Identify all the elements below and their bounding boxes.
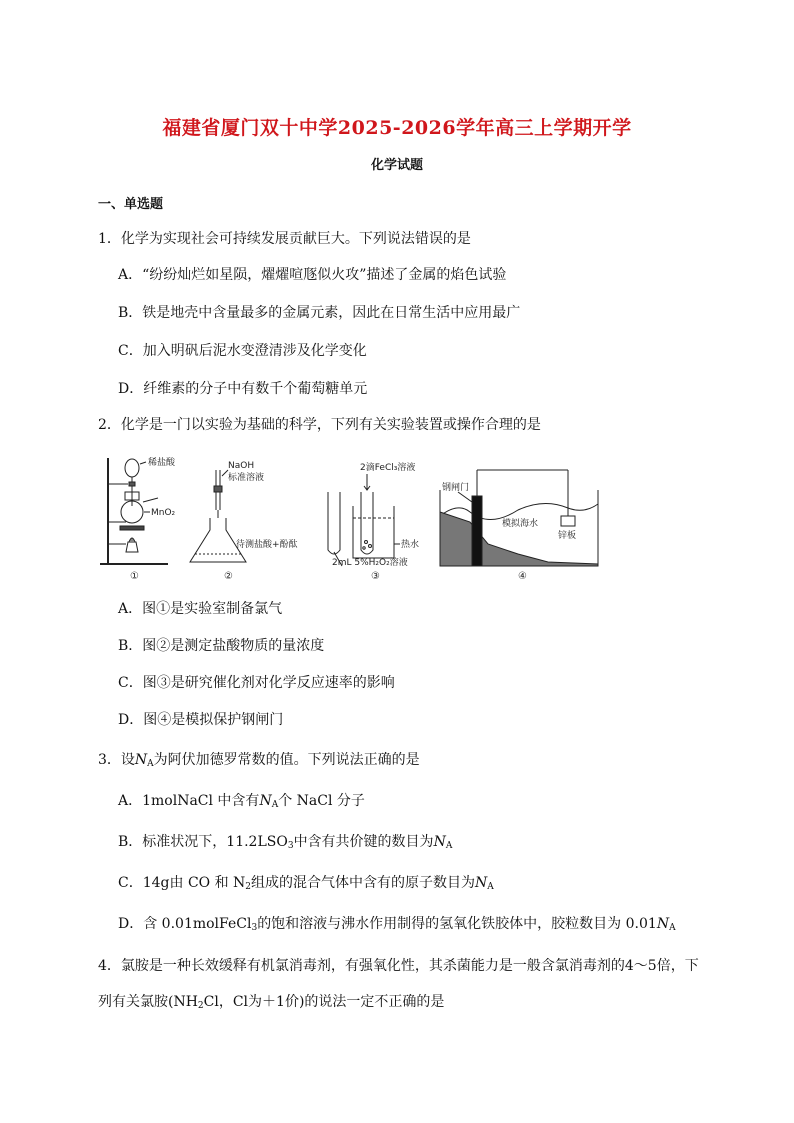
q3-b-prefix: B．标准状况下，11.2LSO xyxy=(118,834,288,850)
q3-a-suffix: 个 NaCl 分子 xyxy=(278,793,365,809)
label-fecl3: 2滴FeCl₃溶液 xyxy=(360,463,416,473)
q3-d-suffix: 的饱和溶液与沸水作用制得的氢氧化铁胶体中，胶粒数目为 0.01 xyxy=(257,916,657,932)
section-heading: 一、单选题 xyxy=(98,197,164,212)
q3-b-subscript: 3 xyxy=(287,841,294,851)
q2-option-c: C．图③是研究催化剂对化学反应速率的影响 xyxy=(118,675,395,691)
q1-option-c: C．加入明矾后泥水变澄清涉及化学变化 xyxy=(118,343,367,359)
q4-stem-line-2 xyxy=(98,991,444,1011)
avogadro-symbol xyxy=(475,875,494,891)
figure-number-3: ③ xyxy=(371,571,380,582)
na-letter: N xyxy=(433,834,446,850)
q2-apparatus-figure xyxy=(98,446,608,586)
q4-line2-prefix: 列有关氯胺(NH xyxy=(98,994,198,1010)
label-standard-solution: 标准溶液 xyxy=(228,473,265,483)
q3-a-prefix: A．1molNaCl 中含有 xyxy=(118,793,260,809)
q3-d-subscript: 3 xyxy=(251,923,258,933)
avogadro-symbol xyxy=(259,793,278,809)
q2-option-d: D．图④是模拟保护钢闸门 xyxy=(118,712,284,728)
q2-option-b: B．图②是测定盐酸物质的量浓度 xyxy=(118,638,325,654)
label-flask-content: 待测盐酸+酚酞 xyxy=(236,540,298,550)
label-hot-water: 热水 xyxy=(401,540,420,550)
label-dilute-hcl: 稀盐酸 xyxy=(148,458,176,468)
na-letter: N xyxy=(134,752,148,768)
na-letter: N xyxy=(475,875,488,891)
q3-stem xyxy=(98,749,420,769)
q3-c-suffix: 组成的混合气体中含有的原子数目为 xyxy=(251,875,476,891)
q4-stem-line-1: 4．氯胺是一种长效缓释有机氯消毒剂，有强氧化性，其杀菌能力是一般含氯消毒剂的4～5倍，下 xyxy=(98,958,699,974)
apparatus-3-diagram xyxy=(328,474,400,566)
q1-option-a: A．“纷纷灿烂如星陨，燿燿喧豗似火攻”描述了金属的焰色试验 xyxy=(118,267,507,283)
q1-option-b: B．铁是地壳中含量最多的金属元素，因此在日常生活中应用最广 xyxy=(118,305,521,321)
q3-d-prefix: D．含 0.01molFeCl xyxy=(118,916,252,932)
q3-option-a xyxy=(118,790,365,810)
figure-number-4: ④ xyxy=(518,571,527,582)
label-simulated-seawater: 模拟海水 xyxy=(502,519,539,529)
q3-c-subscript: 2 xyxy=(245,882,252,892)
label-zinc-plate: 锌板 xyxy=(558,531,577,541)
q1-stem: 1．化学为实现社会可持续发展贡献巨大。下列说法错误的是 xyxy=(98,231,471,247)
na-subscript: A xyxy=(147,759,154,769)
avogadro-symbol xyxy=(657,916,676,932)
q1-option-d: D．纤维素的分子中有数千个葡萄糖单元 xyxy=(118,381,368,397)
na-subscript: A xyxy=(445,841,453,851)
na-letter: N xyxy=(259,793,272,809)
na-letter: N xyxy=(656,916,670,932)
q4-line2-subscript: 2 xyxy=(197,1001,204,1011)
avogadro-symbol xyxy=(434,834,453,850)
label-naoh: NaOH xyxy=(228,461,255,471)
exam-subtitle: 化学试题 xyxy=(370,158,423,173)
exam-title: 福建省厦门双十中学2025-2026学年高三上学期开学 xyxy=(162,117,632,139)
figure-number-1: ① xyxy=(130,571,139,582)
na-subscript: A xyxy=(271,800,279,810)
q3-c-prefix: C．14g由 CO 和 N xyxy=(118,875,246,891)
q3-stem-suffix: 为阿伏加德罗常数的值。下列说法正确的是 xyxy=(153,752,420,768)
q3-option-c xyxy=(118,872,494,892)
q3-option-b xyxy=(118,831,452,851)
q4-line2-suffix: Cl，Cl为＋1价)的说法一定不正确的是 xyxy=(203,994,445,1010)
figure-number-2: ② xyxy=(224,571,233,582)
label-h2o2: 2mL 5%H₂O₂溶液 xyxy=(332,558,408,568)
na-subscript: A xyxy=(669,923,676,933)
label-mno2: MnO₂ xyxy=(151,508,176,518)
label-steel-gate: 钢闸门 xyxy=(442,483,470,493)
q3-stem-prefix: 3．设 xyxy=(98,752,135,768)
q3-option-d xyxy=(118,913,676,933)
q3-b-suffix: 中含有共价键的数目为 xyxy=(293,834,434,850)
na-subscript: A xyxy=(487,882,494,892)
q2-stem: 2．化学是一门以实验为基础的科学，下列有关实验装置或操作合理的是 xyxy=(98,417,541,433)
avogadro-symbol xyxy=(135,752,154,768)
q2-option-a: A．图①是实验室制备氯气 xyxy=(118,601,283,617)
